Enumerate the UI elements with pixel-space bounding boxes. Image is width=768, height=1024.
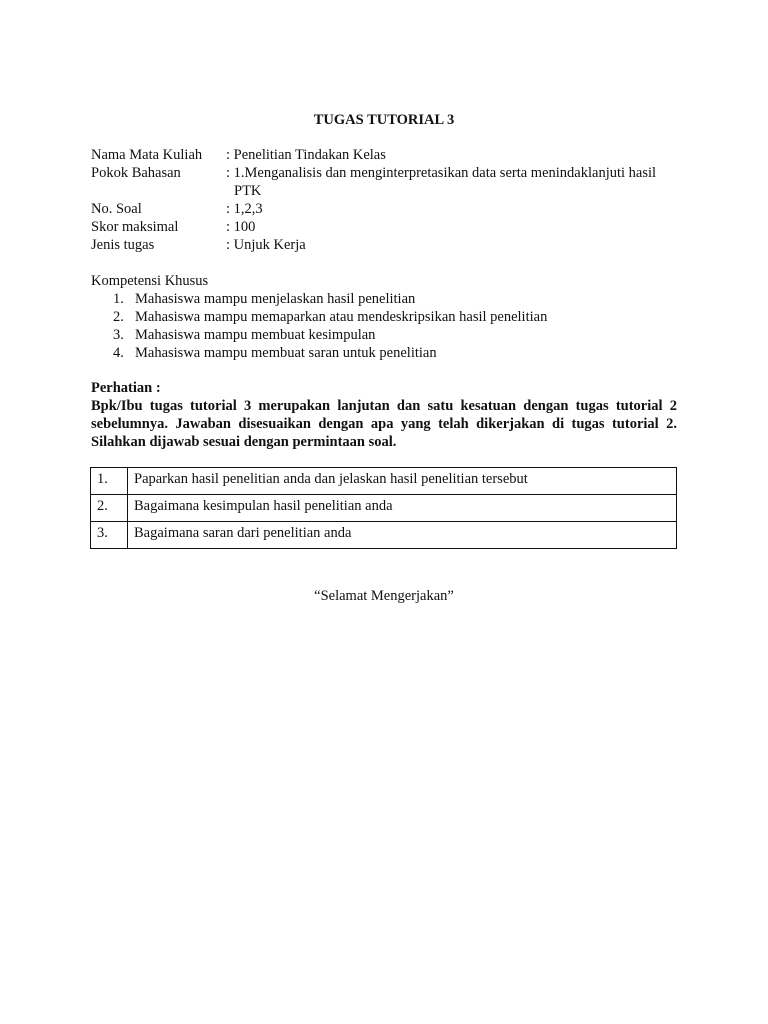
table-row bbox=[91, 495, 677, 522]
question-number: 3. bbox=[91, 522, 128, 549]
meta-row-max-score bbox=[91, 218, 681, 236]
meta-row-course-name bbox=[91, 146, 681, 164]
notice-section bbox=[91, 379, 677, 451]
meta-value: : 1.Menganalisis dan menginterpretasikan data serta menindaklanjuti hasil PTK bbox=[226, 165, 657, 199]
list-item-number: 1. bbox=[113, 291, 124, 307]
list-item-text: Mahasiswa mampu membuat kesimpulan bbox=[135, 327, 376, 343]
meta-label: Jenis tugas bbox=[91, 237, 155, 253]
meta-label: Nama Mata Kuliah bbox=[91, 147, 203, 163]
list-item-number: 3. bbox=[113, 327, 124, 343]
meta-label: Skor maksimal bbox=[91, 219, 179, 235]
question-number: 1. bbox=[91, 468, 128, 495]
meta-row-task-type bbox=[91, 236, 681, 254]
list-item-number: 2. bbox=[113, 309, 124, 325]
list-item bbox=[91, 308, 681, 326]
list-item bbox=[91, 344, 681, 362]
meta-value: : 100 bbox=[226, 219, 256, 235]
meta-value: : Unjuk Kerja bbox=[226, 237, 306, 253]
question-number: 2. bbox=[91, 495, 128, 522]
question-text: Bagaimana saran dari penelitian anda bbox=[128, 522, 677, 549]
table-row bbox=[91, 522, 677, 549]
question-text: Bagaimana kesimpulan hasil penelitian anda bbox=[128, 495, 677, 522]
meta-value: : Penelitian Tindakan Kelas bbox=[226, 147, 386, 163]
competency-list bbox=[91, 290, 681, 362]
meta-value: : 1,2,3 bbox=[226, 201, 263, 217]
list-item-text: Mahasiswa mampu menjelaskan hasil penelitian bbox=[135, 291, 416, 307]
course-info bbox=[91, 146, 681, 254]
table-row bbox=[91, 468, 677, 495]
meta-row-topic bbox=[91, 164, 681, 200]
list-item-text: Mahasiswa mampu membuat saran untuk penelitian bbox=[135, 345, 437, 361]
meta-label: No. Soal bbox=[91, 201, 142, 217]
list-item bbox=[91, 326, 681, 344]
closing-message: “Selamat Mengerjakan” bbox=[314, 588, 454, 604]
notice-body: Bpk/Ibu tugas tutorial 3 merupakan lanjutan dan satu kesatuan dengan tugas tutorial 2 sebelumnya. Jawaban disesuaikan dengan apa yang telah dikerjakan di tugas tutorial 2. Silahkan dijawab sesuai dengan permintaan soal. bbox=[91, 398, 677, 450]
list-item-number: 4. bbox=[113, 345, 124, 361]
meta-label: Pokok Bahasan bbox=[91, 165, 181, 181]
meta-row-question-numbers bbox=[91, 200, 681, 218]
list-item bbox=[91, 290, 681, 308]
question-text: Paparkan hasil penelitian anda dan jelaskan hasil penelitian tersebut bbox=[128, 468, 677, 495]
notice-heading: Perhatian : bbox=[91, 380, 161, 396]
document-title: TUGAS TUTORIAL 3 bbox=[313, 112, 455, 128]
list-item-text: Mahasiswa mampu memaparkan atau mendeskripsikan hasil penelitian bbox=[135, 309, 548, 325]
competency-heading: Kompetensi Khusus bbox=[91, 273, 209, 289]
questions-table bbox=[90, 467, 677, 549]
competency-section bbox=[91, 272, 681, 362]
